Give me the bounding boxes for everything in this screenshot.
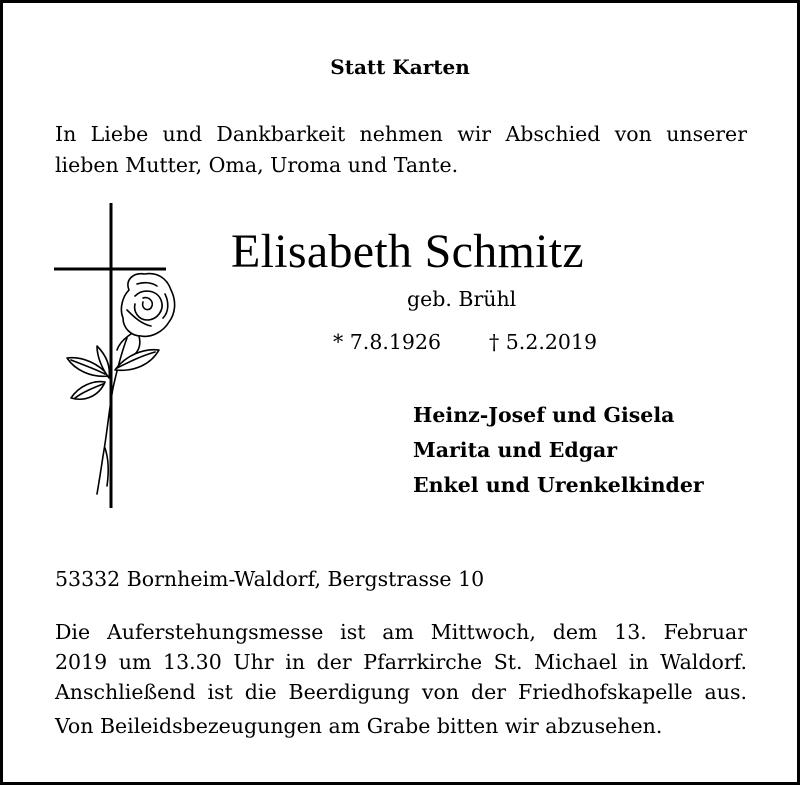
mourner-name: Heinz-Josef und Gisela — [413, 403, 675, 427]
service-line: Anschließend ist die Beerdigung von der Friedhofskapelle aus. — [55, 680, 747, 704]
intro-text — [55, 119, 747, 181]
deceased-name: Elisabeth Schmitz — [231, 225, 585, 278]
intro-line: In Liebe und Dankbarkeit nehmen wir Abschied von unserer — [55, 122, 747, 146]
cross-rose-graphic — [47, 198, 177, 513]
death-date: † 5.2.2019 — [489, 330, 598, 354]
mourner-name: Marita und Edgar — [413, 438, 618, 462]
cross-with-rose-emblem — [47, 198, 177, 517]
maiden-name: geb. Brühl — [407, 287, 517, 311]
service-line: Die Auferstehungsmesse ist am Mittwoch, dem 13. Februar — [55, 620, 747, 644]
birth-date: * 7.8.1926 — [333, 330, 442, 354]
mourner-name: Enkel und Urenkelkinder — [413, 473, 704, 497]
service-details — [55, 617, 747, 707]
mourners-list — [413, 398, 704, 503]
service-line: 2019 um 13.30 Uhr in der Pfarrkirche St. Michael in Waldorf. — [55, 650, 747, 674]
intro-line: lieben Mutter, Oma, Uroma und Tante. — [55, 153, 459, 177]
notice-heading: Statt Karten — [330, 55, 470, 79]
closing-note: Von Beileidsbezeugungen am Grabe bitten wir abzusehen. — [55, 714, 663, 738]
address-line: 53332 Bornheim-Waldorf, Bergstrasse 10 — [55, 567, 485, 591]
rose-icon — [67, 274, 175, 494]
